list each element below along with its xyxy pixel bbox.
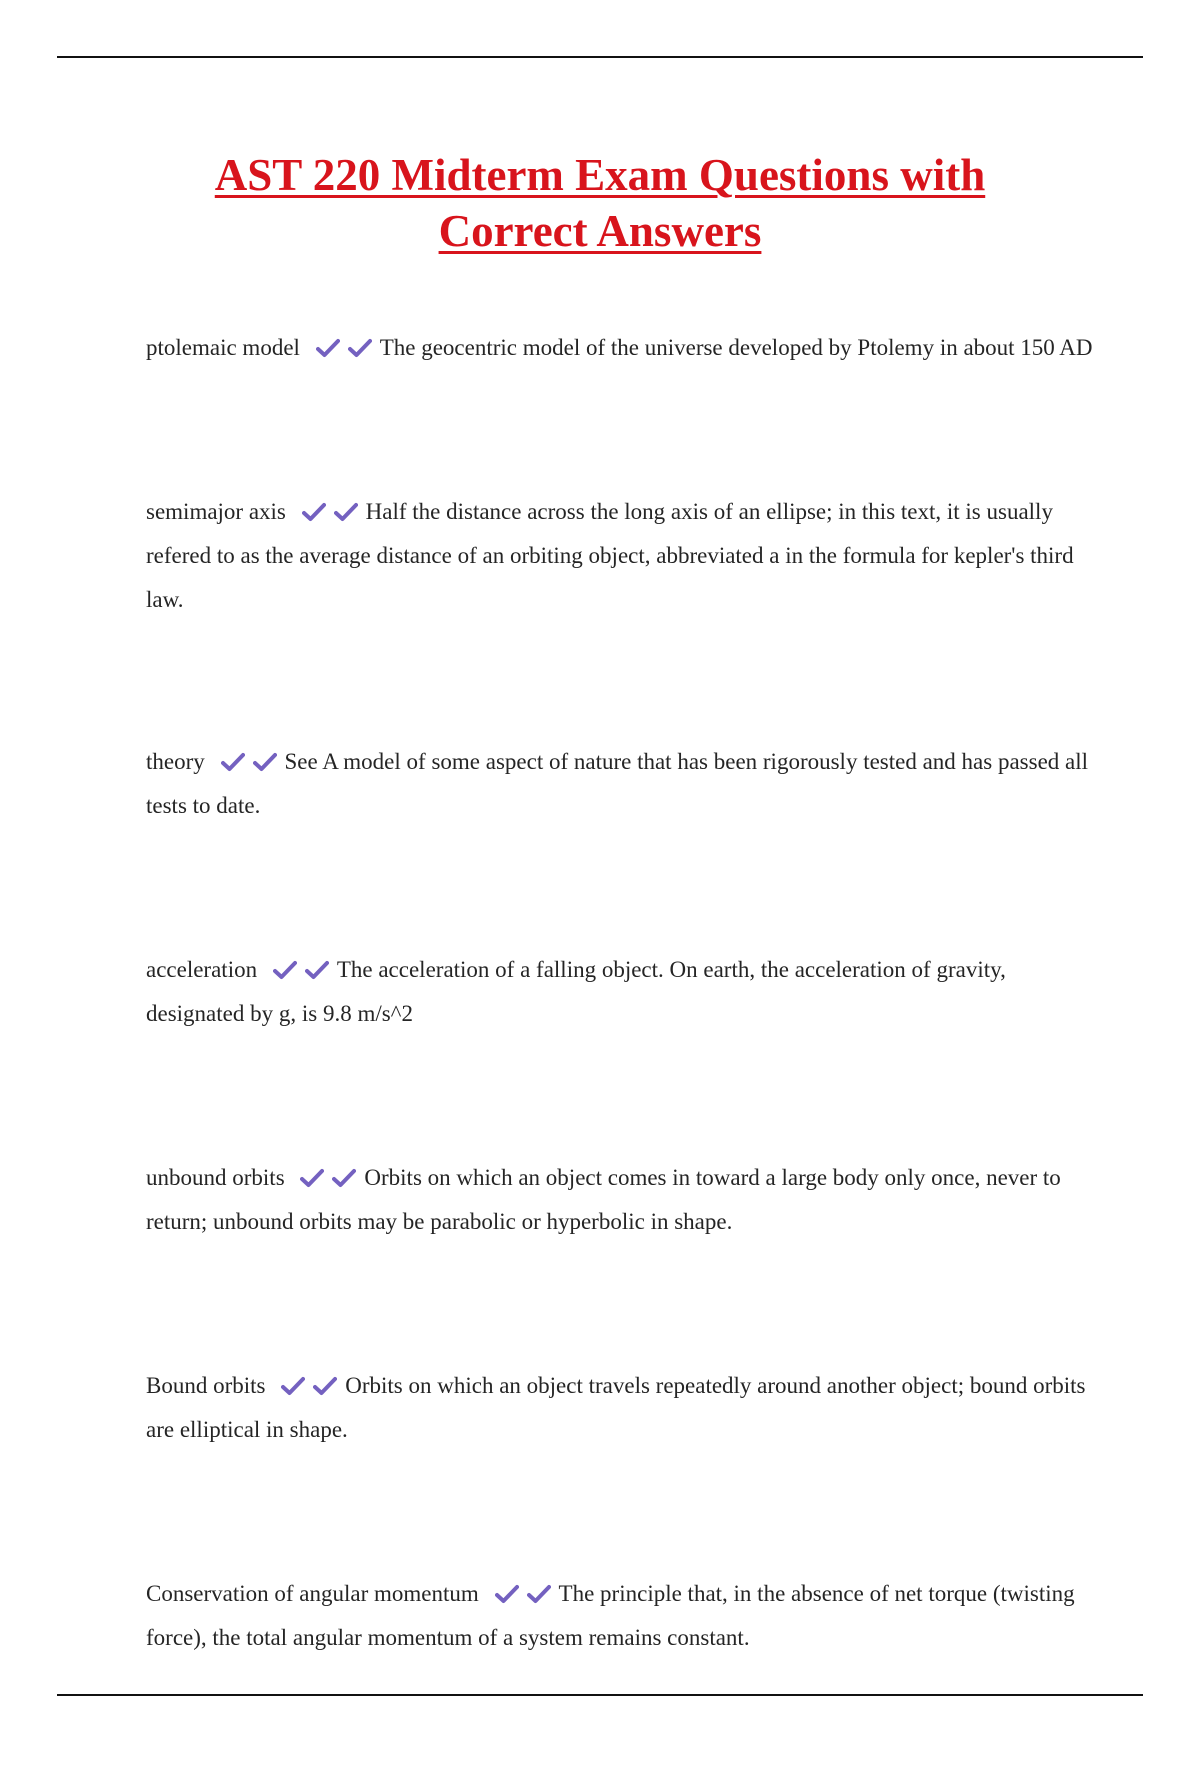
entry-term: semimajor axis bbox=[146, 499, 286, 524]
checkmark-icon bbox=[302, 502, 326, 522]
checkmark-icon bbox=[273, 960, 297, 980]
checkmark-icon bbox=[300, 1168, 324, 1188]
checkmark-icon bbox=[281, 1376, 305, 1396]
entry-term: unbound orbits bbox=[146, 1165, 285, 1190]
entry-ptolemaic-model bbox=[146, 326, 1096, 370]
entry-acceleration bbox=[146, 948, 1096, 1036]
checkmark-icon bbox=[332, 1168, 356, 1188]
entry-term: acceleration bbox=[146, 957, 258, 982]
checkmark-icon bbox=[313, 1376, 337, 1396]
top-rule bbox=[57, 56, 1143, 58]
title-line-2: Correct Answers bbox=[438, 206, 762, 256]
entry-definition: The acceleration of a falling object. On earth, the acceleration of gravity, designated by g, is 9.8 m/s^2 bbox=[146, 957, 1006, 1026]
entry-term: Conservation of angular momentum bbox=[146, 1581, 479, 1606]
checkmark-icon bbox=[495, 1584, 519, 1604]
entry-definition: Half the distance across the long axis of an ellipse; in this text, it is usually refered to as the average distance of an orbiting object, abbreviated a in the formula for kepler's third law. bbox=[146, 499, 1074, 612]
checkmark-icon bbox=[253, 752, 277, 772]
entry-conservation-of-angular-momentum bbox=[146, 1572, 1096, 1660]
entry-bound-orbits bbox=[146, 1364, 1096, 1452]
entry-list bbox=[146, 326, 1096, 1780]
checkmark-icon bbox=[305, 960, 329, 980]
checkmark-icon bbox=[316, 338, 340, 358]
entry-term: ptolemaic model bbox=[146, 335, 300, 360]
entry-definition: Orbits on which an object comes in toward a large body only once, never to return; unbound orbits may be parabolic or hyperbolic in shape. bbox=[146, 1165, 1061, 1234]
entry-theory bbox=[146, 740, 1096, 828]
entry-definition: The geocentric model of the universe developed by Ptolemy in about 150 AD bbox=[379, 335, 1093, 360]
entry-definition: The principle that, in the absence of net torque (twisting force), the total angular momentum of a system remains constant. bbox=[146, 1581, 1075, 1650]
entry-semimajor-axis bbox=[146, 490, 1096, 622]
entry-unbound-orbits bbox=[146, 1156, 1096, 1244]
checkmark-icon bbox=[221, 752, 245, 772]
title-line-1: AST 220 Midterm Exam Questions with bbox=[214, 150, 986, 200]
entry-term: theory bbox=[146, 749, 205, 774]
document-title bbox=[100, 147, 1100, 259]
checkmark-icon bbox=[348, 338, 372, 358]
checkmark-icon bbox=[334, 502, 358, 522]
entry-definition: Orbits on which an object travels repeatedly around another object; bound orbits are elliptical in shape. bbox=[146, 1373, 1086, 1442]
entry-term: Bound orbits bbox=[146, 1373, 266, 1398]
checkmark-icon bbox=[527, 1584, 551, 1604]
bottom-rule bbox=[57, 1694, 1143, 1696]
entry-definition: See A model of some aspect of nature that has been rigorously tested and has passed all tests to date. bbox=[146, 749, 1089, 818]
